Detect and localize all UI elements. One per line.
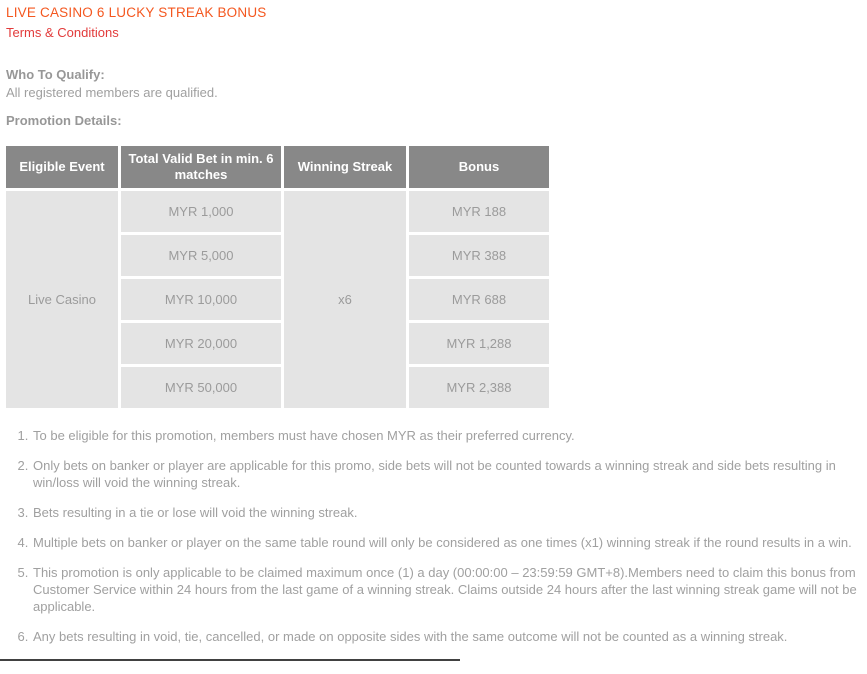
terms-list-item: 4. Multiple bets on banker or player on the same table round will only be considered as one times (x1) winning streak if the round results in a win. bbox=[32, 534, 862, 551]
bonus-table bbox=[3, 143, 552, 411]
cell-valid-bet: MYR 1,000 bbox=[121, 191, 281, 232]
header-total-valid-bet: Total Valid Bet in min. 6 matches bbox=[121, 146, 281, 188]
terms-list-item: 3. Bets resulting in a tie or lose will void the winning streak. bbox=[32, 504, 862, 521]
promotion-details-heading: Promotion Details: bbox=[6, 113, 122, 128]
cell-winning-streak: x6 bbox=[284, 191, 406, 408]
terms-list-item: 2. Only bets on banker or player are applicable for this promo, side bets will not be counted towards a winning streak and side bets resulting in win/loss will void the winning streak. bbox=[32, 457, 862, 491]
cell-valid-bet: MYR 50,000 bbox=[121, 367, 281, 408]
terms-list-item: 1. To be eligible for this promotion, members must have chosen MYR as their preferred currency. bbox=[32, 427, 862, 444]
terms-list-item: 5. This promotion is only applicable to be claimed maximum once (1) a day (00:00:00 – 23:59:59 GMT+8).Members need to claim this bonus from Customer Service within 24 hours from the last game of a winning streak. Claims outside 24 hours after the last winning streak game will not be applicable. bbox=[32, 564, 862, 615]
cell-valid-bet: MYR 10,000 bbox=[121, 279, 281, 320]
cell-bonus: MYR 688 bbox=[409, 279, 549, 320]
table-header-row bbox=[6, 146, 549, 188]
cell-valid-bet: MYR 5,000 bbox=[121, 235, 281, 276]
table-row bbox=[6, 191, 549, 232]
cell-bonus: MYR 1,288 bbox=[409, 323, 549, 364]
cell-bonus: MYR 188 bbox=[409, 191, 549, 232]
terms-and-conditions-subtitle: Terms & Conditions bbox=[6, 25, 119, 40]
terms-list bbox=[10, 427, 862, 645]
page-title: LIVE CASINO 6 LUCKY STREAK BONUS bbox=[6, 5, 267, 20]
cell-bonus: MYR 2,388 bbox=[409, 367, 549, 408]
header-winning-streak: Winning Streak bbox=[284, 146, 406, 188]
bonus-table-header bbox=[6, 146, 549, 188]
bonus-table-body bbox=[6, 191, 549, 408]
cell-eligible-event: Live Casino bbox=[6, 191, 118, 408]
header-eligible-event: Eligible Event bbox=[6, 146, 118, 188]
header-bonus: Bonus bbox=[409, 146, 549, 188]
who-to-qualify-heading: Who To Qualify: bbox=[6, 67, 105, 82]
cell-valid-bet: MYR 20,000 bbox=[121, 323, 281, 364]
cell-bonus: MYR 388 bbox=[409, 235, 549, 276]
frame-bottom-border bbox=[0, 659, 460, 661]
terms-list-item: 6. Any bets resulting in void, tie, cancelled, or made on opposite sides with the same outcome will not be counted as a winning streak. bbox=[32, 628, 862, 645]
who-to-qualify-text: All registered members are qualified. bbox=[6, 85, 218, 100]
